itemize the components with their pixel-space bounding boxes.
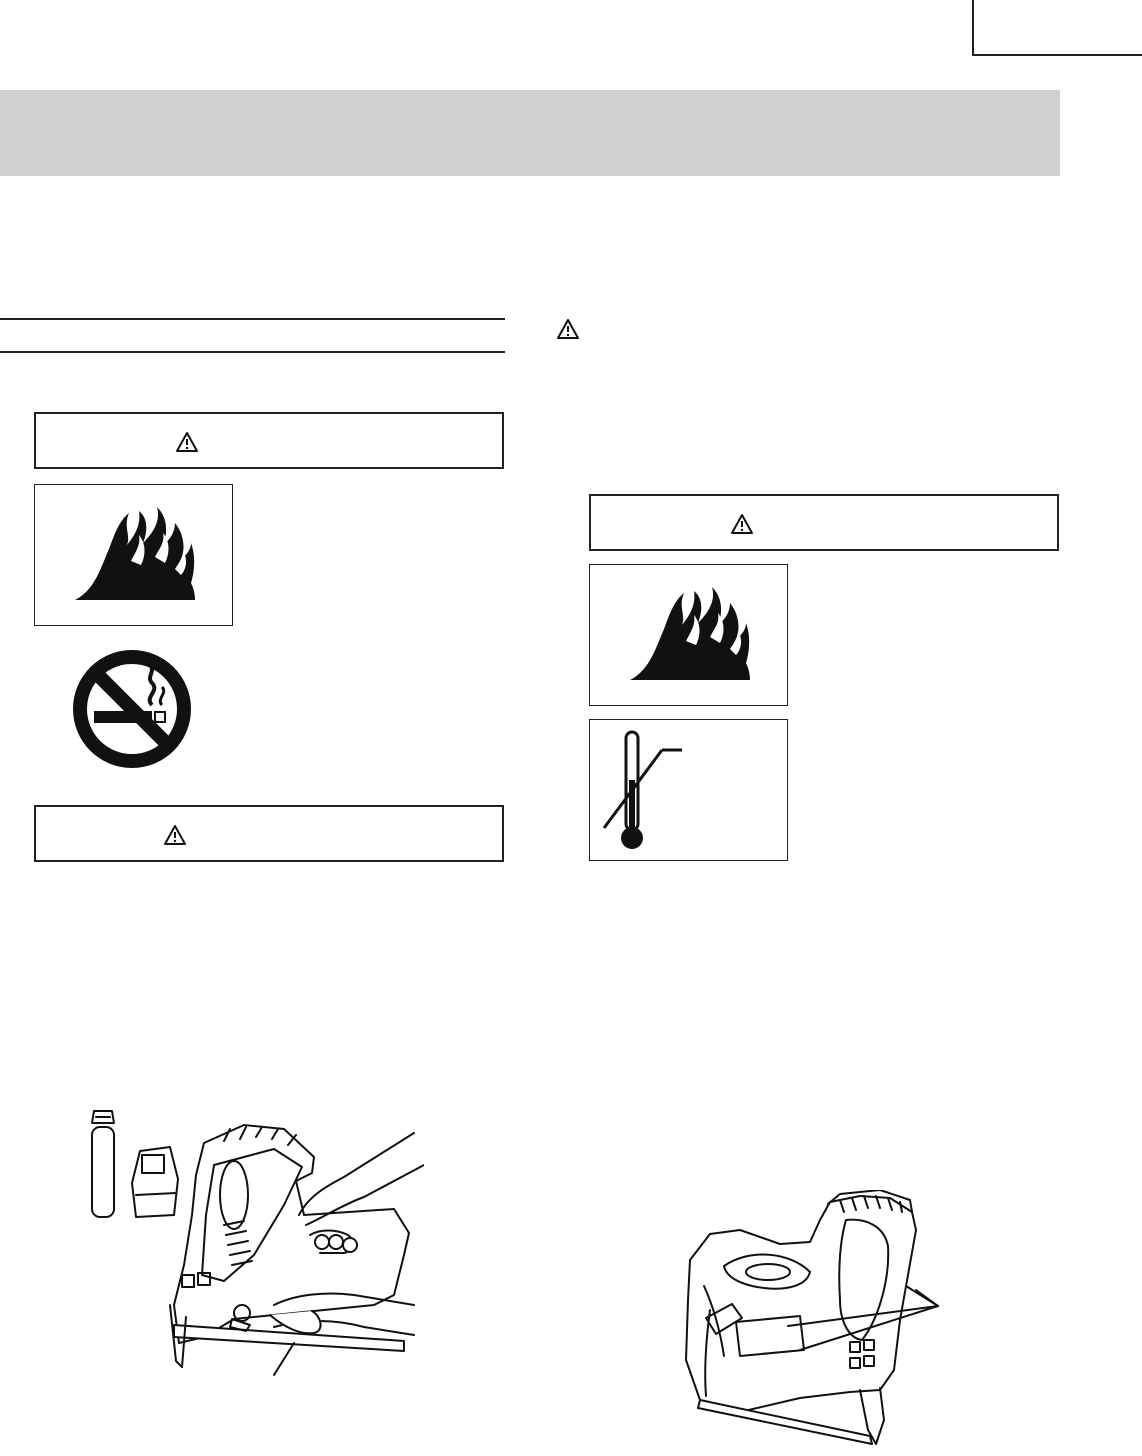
- nailer-label-illustration: [680, 1190, 950, 1445]
- flammable-pictogram: [34, 484, 233, 626]
- section-rule-bottom: [0, 351, 505, 353]
- temperature-pictogram: [589, 719, 788, 861]
- nailer-removal-illustration: [74, 1105, 424, 1380]
- flame-icon: [35, 485, 232, 625]
- thermometer-icon: [590, 720, 787, 860]
- no-smoking-icon: [70, 647, 194, 771]
- flame-icon: [590, 565, 787, 705]
- warning-triangle-icon: [163, 824, 187, 846]
- flammable-pictogram: [589, 564, 788, 706]
- section-rule-top: [0, 318, 505, 320]
- warning-box: [589, 494, 1059, 551]
- warning-triangle-icon: [556, 318, 580, 340]
- warning-box: [34, 805, 504, 862]
- section-header-banner: [0, 90, 1060, 176]
- warning-triangle-icon: [730, 513, 754, 535]
- page-tab: [972, 0, 1142, 56]
- warning-box: [34, 412, 504, 469]
- warning-triangle-icon: [175, 431, 199, 453]
